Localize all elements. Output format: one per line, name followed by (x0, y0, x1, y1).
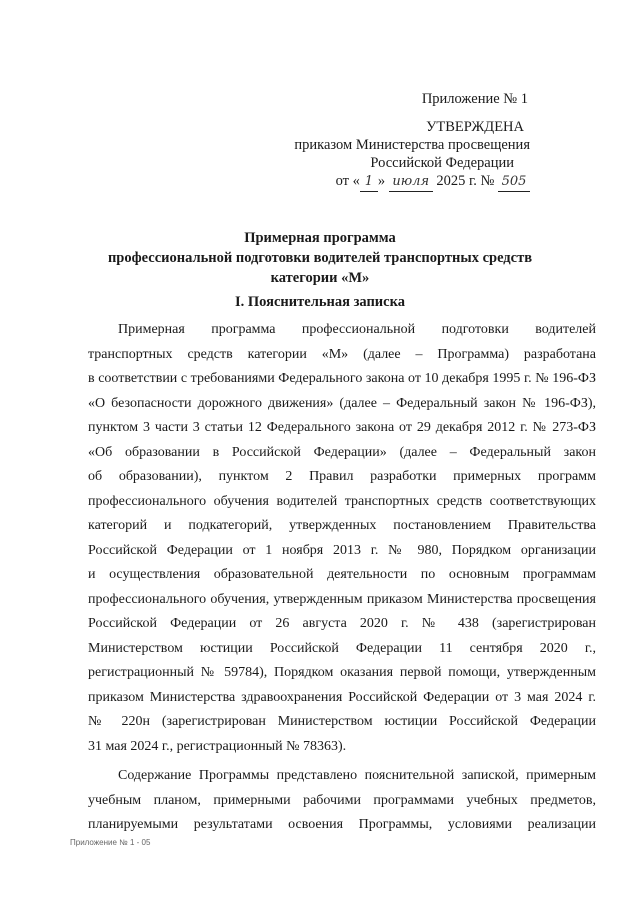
handwritten-month: июля (389, 173, 433, 192)
paragraph-1 (88, 318, 596, 759)
text-line: профессионального обучения водителей транспортных средств соответствующих (88, 493, 596, 509)
section-heading: I. Пояснительная записка (235, 294, 405, 310)
text-line: регистрационный № 59784), Порядком оказания первой помощи, утвержденным (88, 665, 596, 680)
text-line: транспортных средств категории «М» (далее – Программа) разработана (88, 346, 596, 362)
text-line: об образовании), пунктом 2 Правил разработки примерных программ (88, 469, 596, 484)
text-line: «О безопасности дорожного движения» (далее – Федеральный закон № 196-ФЗ), (88, 395, 596, 411)
handwritten-day: 1 (360, 173, 378, 192)
text-line: Содержание Программы представлено пояснительной запиской, примерным (118, 768, 596, 783)
title-line-2: профессиональной подготовки водителей транспортных средств (107, 250, 533, 266)
date-year: 2025 г. № (436, 173, 495, 189)
text-line: категорий и подкатегорий, утвержденных постановлением Правительства (88, 518, 596, 533)
order-line-2: Российской Федерации (370, 155, 514, 171)
order-date-line (294, 172, 530, 192)
approval-block (294, 90, 530, 192)
annex-label: Приложение № 1 (421, 91, 528, 107)
page-footer: Приложение № 1 - 05 (70, 838, 151, 847)
text-line: и осуществления образовательной деятельности по основным программам (88, 567, 596, 582)
title-line-3: категории «М» (270, 270, 370, 286)
order-line-1: приказом Министерства просвещения (294, 137, 530, 153)
text-line: Российской Федерации от 1 ноября 2013 г. № 980, Порядком организации (88, 542, 596, 558)
text-line: 31 мая 2024 г., регистрационный № 78363). (88, 738, 347, 754)
title-line-1: Примерная программа (244, 230, 396, 246)
text-line: «Об образовании в Российской Федерации» (далее – Федеральный закон (88, 444, 596, 460)
approved-label: УТВЕРЖДЕНА (426, 119, 524, 135)
text-line: приказом Министерства здравоохранения Российской Федерации от 3 мая 2024 г. (88, 689, 596, 705)
paragraph-2 (88, 764, 596, 838)
text-line: Министерством юстиции Российской Федерации 11 сентября 2020 г., (88, 640, 596, 656)
text-line: планируемыми результатами освоения Программы, условиями реализации (88, 817, 596, 832)
text-line: Примерная программа профессиональной подготовки водителей (118, 322, 596, 337)
handwritten-order-number: 505 (498, 173, 530, 192)
date-mid: » (377, 173, 386, 189)
date-prefix: от « (335, 173, 360, 189)
text-line: учебным планом, примерными рабочими программами учебных предметов, (88, 792, 596, 808)
text-line: в соответствии с требованиями Федерального закона от 10 декабря 1995 г. № 196-ФЗ (88, 371, 596, 386)
program-title (0, 228, 640, 288)
text-line: пунктом 3 части 3 статьи 12 Федерального закона от 29 декабря 2012 г. № 273-ФЗ (88, 420, 596, 435)
text-line: Российской Федерации от 26 августа 2020 г. № 438 (зарегистрирован (88, 616, 596, 631)
text-line: профессионального обучения, утвержденным приказом Министерства просвещения (88, 591, 596, 607)
text-line: № 220н (зарегистрирован Министерством юстиции Российской Федерации (88, 714, 596, 729)
